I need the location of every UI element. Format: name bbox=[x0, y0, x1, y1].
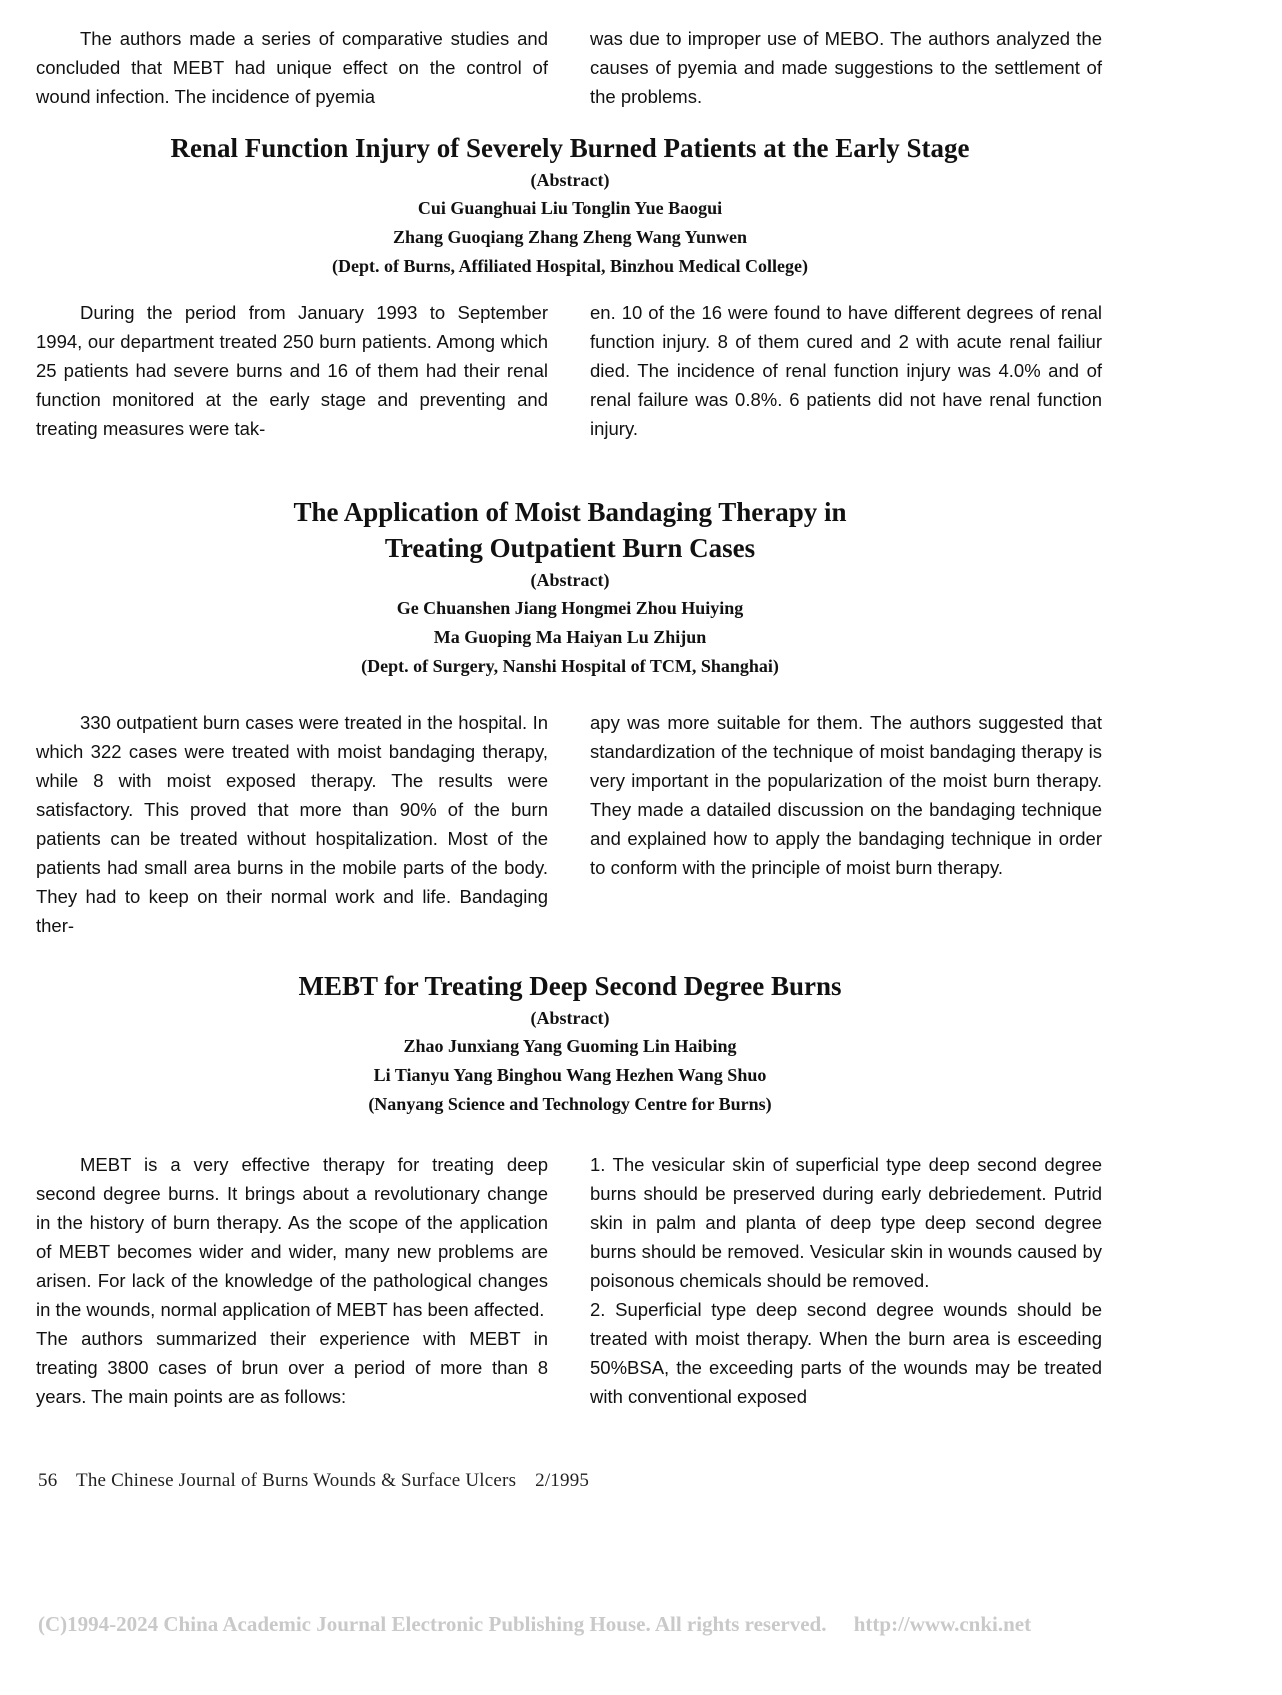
article-2-header bbox=[0, 494, 1140, 681]
article-2-right-column bbox=[590, 708, 1102, 940]
article-3-body bbox=[36, 1150, 1102, 1411]
article-3-left-paragraph-2: The authors summarized their experience with MEBT in treating 3800 cases of brun over a period of more than 8 years. The main points are as follows: bbox=[36, 1328, 548, 1407]
article-3-affiliation: (Nanyang Science and Technology Centre for Burns) bbox=[368, 1094, 772, 1114]
article-1-authors-line-1: Cui Guanghuai Liu Tonglin Yue Baogui bbox=[417, 198, 723, 218]
intro-left-paragraph: The authors made a series of comparative studies and concluded that MEBT had unique effect on the control of wound infection. The incidence of pyemia bbox=[36, 28, 548, 107]
article-3-right-column bbox=[590, 1150, 1102, 1411]
article-1-affiliation: (Dept. of Burns, Affiliated Hospital, Binzhou Medical College) bbox=[332, 256, 808, 276]
article-1-header bbox=[0, 130, 1140, 281]
article-3-title: MEBT for Treating Deep Second Degree Burns bbox=[298, 971, 842, 1001]
article-1-title: Renal Function Injury of Severely Burned Patients at the Early Stage bbox=[170, 133, 970, 163]
article-2-authors-line-1: Ge Chuanshen Jiang Hongmei Zhou Huiying bbox=[396, 598, 744, 618]
article-3-right-paragraph-2: 2. Superficial type deep second degree wounds should be treated with moist therapy. When the burn area is esceeding 50%BSA, the exceeding parts of the wounds may be treated with conventional exposed bbox=[590, 1299, 1102, 1407]
article-1-right-column bbox=[590, 298, 1102, 443]
copyright-text: (C)1994-2024 China Academic Journal Electronic Publishing House. All rights reserved. bbox=[38, 1612, 827, 1636]
journal-issue: 2/1995 bbox=[535, 1470, 590, 1491]
article-2-affiliation: (Dept. of Surgery, Nanshi Hospital of TCM, Shanghai) bbox=[361, 656, 779, 676]
intro-right-column bbox=[590, 24, 1102, 111]
intro-right-paragraph: was due to improper use of MEBO. The authors analyzed the causes of pyemia and made suggestions to the settlement of the problems. bbox=[590, 28, 1102, 107]
article-2-left-column bbox=[36, 708, 548, 940]
article-3-header bbox=[0, 968, 1140, 1119]
article-2-left-paragraph: 330 outpatient burn cases were treated in the hospital. In which 322 cases were treated with moist bandaging therapy, while 8 with moist exposed therapy. The results were satisfactory. This proved that more than 90% of the burn patients can be treated without hospitalization. Most of the patients had small area burns in the mobile parts of the body. They had to keep on their normal work and life. Bandaging ther- bbox=[36, 712, 548, 936]
article-3-authors-line-2: Li Tianyu Yang Binghou Wang Hezhen Wang Shuo bbox=[373, 1065, 767, 1085]
article-1-body bbox=[36, 298, 1102, 443]
article-2-title-line-2: Treating Outpatient Burn Cases bbox=[384, 533, 756, 563]
copyright-url: http://www.cnki.net bbox=[853, 1612, 1032, 1636]
article-3-left-paragraph-1: MEBT is a very effective therapy for treating deep second degree burns. It brings about a revolutionary change in the history of burn therapy. As the scope of the application of MEBT becomes wider and wider, many new problems are arisen. For lack of the knowledge of the pathological changes in the wounds, normal application of MEBT has been affected. bbox=[36, 1154, 548, 1320]
article-1-abstract-label: (Abstract) bbox=[530, 170, 610, 190]
article-3-right-paragraph-1: 1. The vesicular skin of superficial type deep second degree burns should be preserved during early debriedement. Putrid skin in palm and planta of deep type deep second degree burns should be removed. Vesicular skin in wounds caused by poisonous chemicals should be removed. bbox=[590, 1154, 1102, 1291]
article-2-authors-line-2: Ma Guoping Ma Haiyan Lu Zhijun bbox=[433, 627, 707, 647]
article-2-body bbox=[36, 708, 1102, 940]
article-2-title-line-1: The Application of Moist Bandaging Therapy in bbox=[293, 497, 847, 527]
page-footer bbox=[38, 1470, 603, 1492]
page-number: 56 bbox=[38, 1470, 58, 1491]
article-1-authors-line-2: Zhang Guoqiang Zhang Zheng Wang Yunwen bbox=[393, 227, 747, 247]
intro-left-column bbox=[36, 24, 548, 111]
article-1-right-paragraph: en. 10 of the 16 were found to have different degrees of renal function injury. 8 of them cured and 2 with acute renal failiur died. The incidence of renal function injury was 4.0% and of renal failure was 0.8%. 6 patients did not have renal function injury. bbox=[590, 302, 1102, 439]
article-2-abstract-label: (Abstract) bbox=[530, 570, 610, 590]
journal-name: The Chinese Journal of Burns Wounds & Surface Ulcers bbox=[76, 1470, 517, 1491]
article-1-left-column bbox=[36, 298, 548, 443]
intro-columns bbox=[36, 24, 1102, 111]
article-3-authors-line-1: Zhao Junxiang Yang Guoming Lin Haibing bbox=[403, 1036, 737, 1056]
article-2-right-paragraph: apy was more suitable for them. The authors suggested that standardization of the technique of moist bandaging therapy is very important in the popularization of the moist burn therapy. They made a datailed discussion on the bandaging technique and explained how to apply the bandaging technique in order to conform with the principle of moist burn therapy. bbox=[590, 712, 1102, 878]
article-3-abstract-label: (Abstract) bbox=[530, 1008, 610, 1028]
article-3-left-column bbox=[36, 1150, 548, 1411]
article-1-left-paragraph: During the period from January 1993 to September 1994, our department treated 250 burn patients. Among which 25 patients had severe burns and 16 of them had their renal function monitored at the early stage and preventing and treating measures were tak- bbox=[36, 302, 548, 439]
copyright-notice bbox=[38, 1612, 1031, 1637]
